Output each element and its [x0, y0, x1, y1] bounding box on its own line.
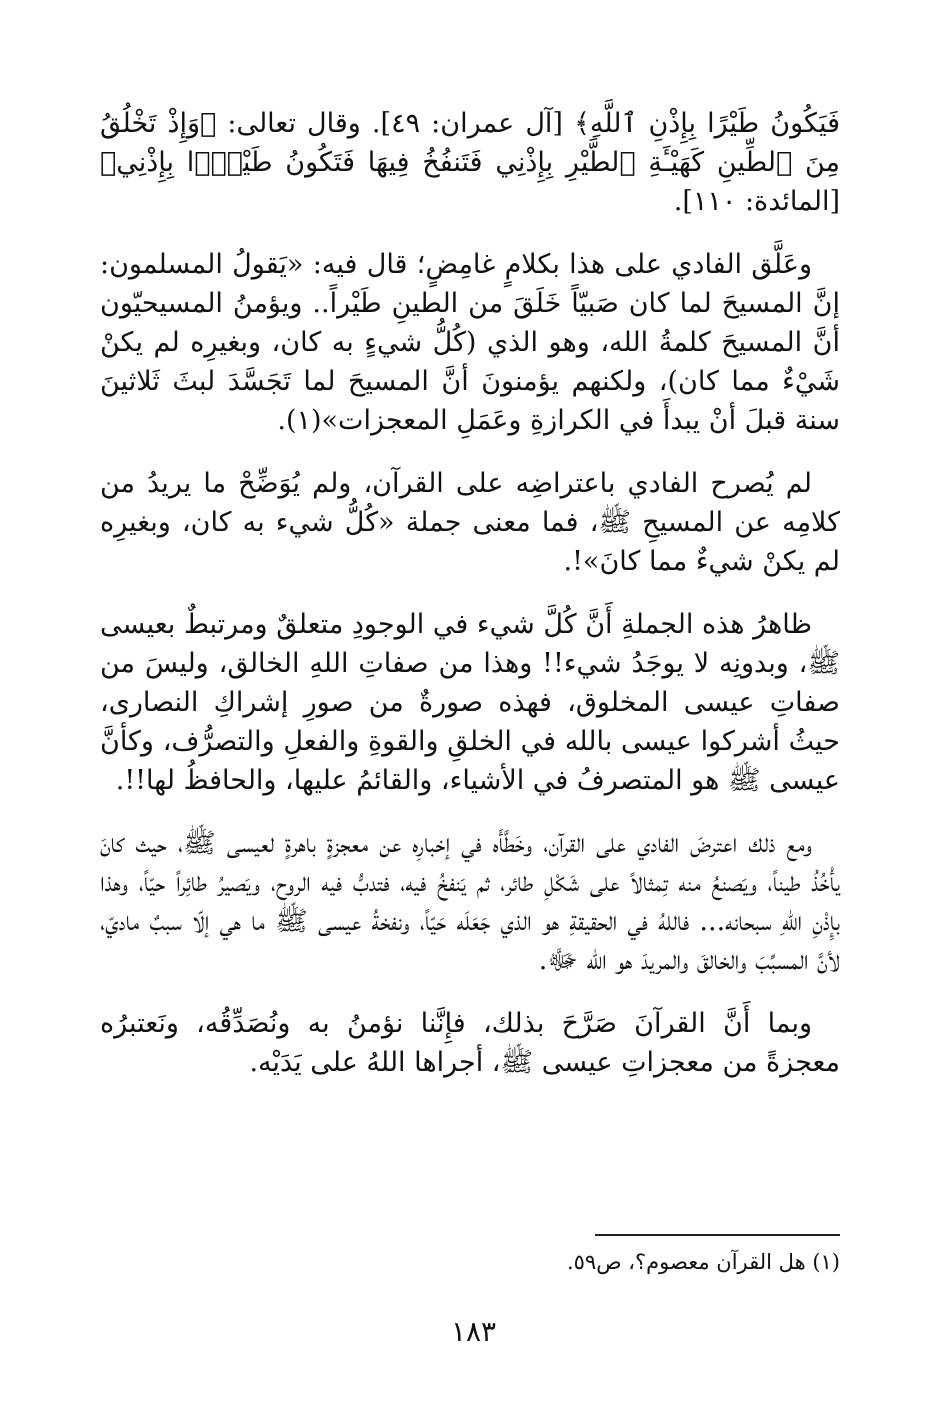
- footnote-divider: [595, 1234, 840, 1236]
- paragraph-miracle: ومع ذلك اعترضَ الفادي على القرآن، وخَطَّأَه في إخبارِه عن معجزةٍ باهرةٍ لعيسى ﷺ، حيث كانَ يأْخُذُ طيناً، ويَصنعُ منه تِمثالاً على شَكْلِ طائر، ثم يَنفخُ فيه، فتدبُّ فيه الروح، ويَصيرُ طائِراً حيّاً، وهذا بإِذْنِ اللهِ سبحانه... فاللهُ في الحقيقةِ هو الذي جَعَلَه حَيّاً، ونفخةُ عيسى ﷺ ما هي إلّا سببٌ ماديّ، لأنَّ المسبِّبَ والخالقَ والمريدَ هو الله ﷻ.: [100, 828, 840, 976]
- footnote: (١) هل القرآن معصوم؟، ص٥٩.: [566, 1250, 840, 1274]
- paragraph-fadi-comment: وعَلَّق الفادي على هذا بكلامٍ غامِضٍ؛ قال فيه: «يَقولُ المسلمون: إنَّ المسيحَ لما كان صَبيّاً خَلَقَ من الطينِ طَيْراً.. ويؤمنُ المسيحيّون أنَّ المسيحَ كلمةُ الله، وهو الذي (كُلُّ شيءٍ به كان، وبغيرِه لم يكنْ شَيْءٌ مما كان)، ولكنهم يؤمنونَ أنَّ المسيحَ لما تَجَسَّدَ لبثَ ثَلاثينَ سنة قبلَ أنْ يبدأَ في الكرازةِ وعَمَلِ المعجزات»(١).: [100, 249, 840, 436]
- page-body: [100, 104, 840, 1106]
- paragraph-objection: لم يُصرح الفادي باعتراضِه على القرآن، ولم يُوَضِّحْ ما يريدُ من كلامِه عن المسيحِ ﷺ، فما معنى جملة «كُلُّ شيء به كان، وبغيرِه لم يكنْ شيءٌ مما كانَ»!.: [100, 468, 840, 577]
- page-number: ١٨٣: [450, 1315, 497, 1348]
- paragraph-conclusion: وبما أَنَّ القرآنَ صَرَّحَ بذلك، فإِنَّنا نؤمنُ به ونُصَدِّقُه، ونَعتبرُه معجزةً من معجزاتِ عيسى ﷺ، أجراها اللهُ على يَدَيْه.: [100, 1008, 840, 1078]
- paragraph-meaning: ظاهرُ هذه الجملةِ أَنَّ كُلَّ شيء في الوجودِ متعلقٌ ومرتبطٌ بعيسى ﷺ، وبدونِه لا يوجَدُ شيء!! وهذا من صفاتِ اللهِ الخالق، وليسَ من صفاتِ عيسى المخلوق، فهذه صورةٌ من صورِ إشراكِ النصارى، حيثُ أشركوا عيسى بالله في الخلقِ والقوةِ والفعلِ والتصرُّف، وكأنَّ عيسى ﷺ هو المتصرفُ في الأشياء، والقائمُ عليها، والحافظُ لها!!.: [100, 609, 840, 796]
- quran-verse-paragraph: فَيَكُونُ طَيْرًا بِإِذْنِ ٱللَّهِ﴾ [آل عمران: ٤٩]. وقال تعالى: ﴿وَإِذْ تَخْلُقُ مِنَ ٱلطِّينِ كَهَيْـَٔةِ ٱلطَّيْرِ بِإِذْنِي فَتَنفُخُ فِيهَا فَتَكُونُ طَيْرًۢا بِإِذْنِي﴾ [المائدة: ١١٠].: [100, 108, 841, 217]
